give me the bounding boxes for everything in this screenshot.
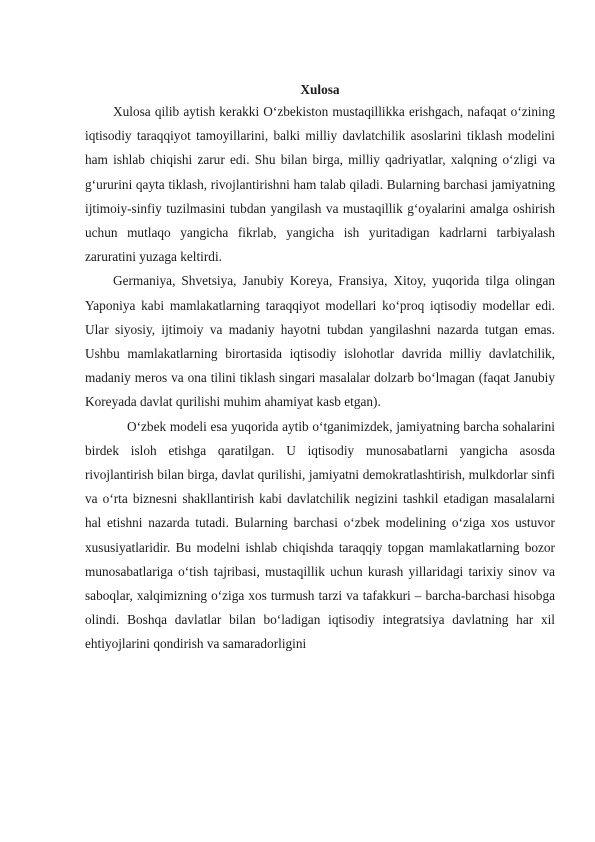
paragraph-1: Xulosa qilib aytish kerakki O‘zbekiston mustaqillikka erishgach, nafaqat o‘zining iqtisodiy taraqqiyot tamoyillarini, balki milliy davlatchilik asoslarini tiklash modelini ham ishlab chiqishi zarur edi. Shu bilan birga, milliy qadriyatlar, xalqning o‘zligi va g‘ururini qayta tiklash, rivojlantirishni ham talab qiladi. Bularning barchasi jamiyatning ijtimoiy-sinfiy tuzilmasini tubdan yangilash va mustaqillik g‘oyalarini amalga oshirish uchun mutlaqo yangicha fikrlab, yangicha ish yuritadigan kadrlarni tarbiyalash zaruratini yuzaga keltirdi. [85, 104, 555, 265]
paragraph-2: Germaniya, Shvetsiya, Janubiy Koreya, Fransiya, Xitoy, yuqorida tilga olingan Yaponiya kabi mamlakatlarning taraqqiyot modellari ko‘proq iqtisodiy modellar edi. Ular siyosiy, ijtimoiy va madaniy hayotni tubdan yangilashni nazarda tutgan emas. Ushbu mamlakatlarning birortasida iqtisodiy islohotlar davrida milliy davlatchilik, madaniy meros va ona tilini tiklash singari masalalar dolzarb bo‘lmagan (faqat Janubiy Koreyada davlat qurilishi muhim ahamiyat kasb etgan). [85, 273, 555, 410]
paragraph-3: O‘zbek modeli esa yuqorida aytib o‘tganimizdek, jamiyatning barcha sohalarini birdek isloh etishga qaratilgan. U iqtisodiy munosabatlarni yangicha asosda rivojlantirish bilan birga, davlat qurilishi, jamiyatni demokratlashtirish, mulkdorlar sinfi va o‘rta biznesni shakllantirish kabi davlatchilik negizini tashkil etadigan masalalarni hal etishni nazarda tutadi. Bularning barchasi o‘zbek modelining o‘ziga xos ustuvor xususiyatlaridir. Bu modelni ishlab chiqishda taraqqiy topgan mamlakatlarning bozor munosabatlariga o‘tish tajribasi, mustaqillik uchun kurash yillaridagi tarixiy sinov va saboqlar, xalqimizning o‘ziga xos turmush tarzi va tafakkuri – barcha-barchasi hisobga olindi. Boshqa davlatlar bilan bo‘ladigan iqtisodiy integratsiya davlatning har xil ehtiyojlarini qondirish va samaradorligini [85, 418, 555, 652]
document-page [85, 80, 555, 657]
page-title: Xulosa [300, 82, 340, 97]
